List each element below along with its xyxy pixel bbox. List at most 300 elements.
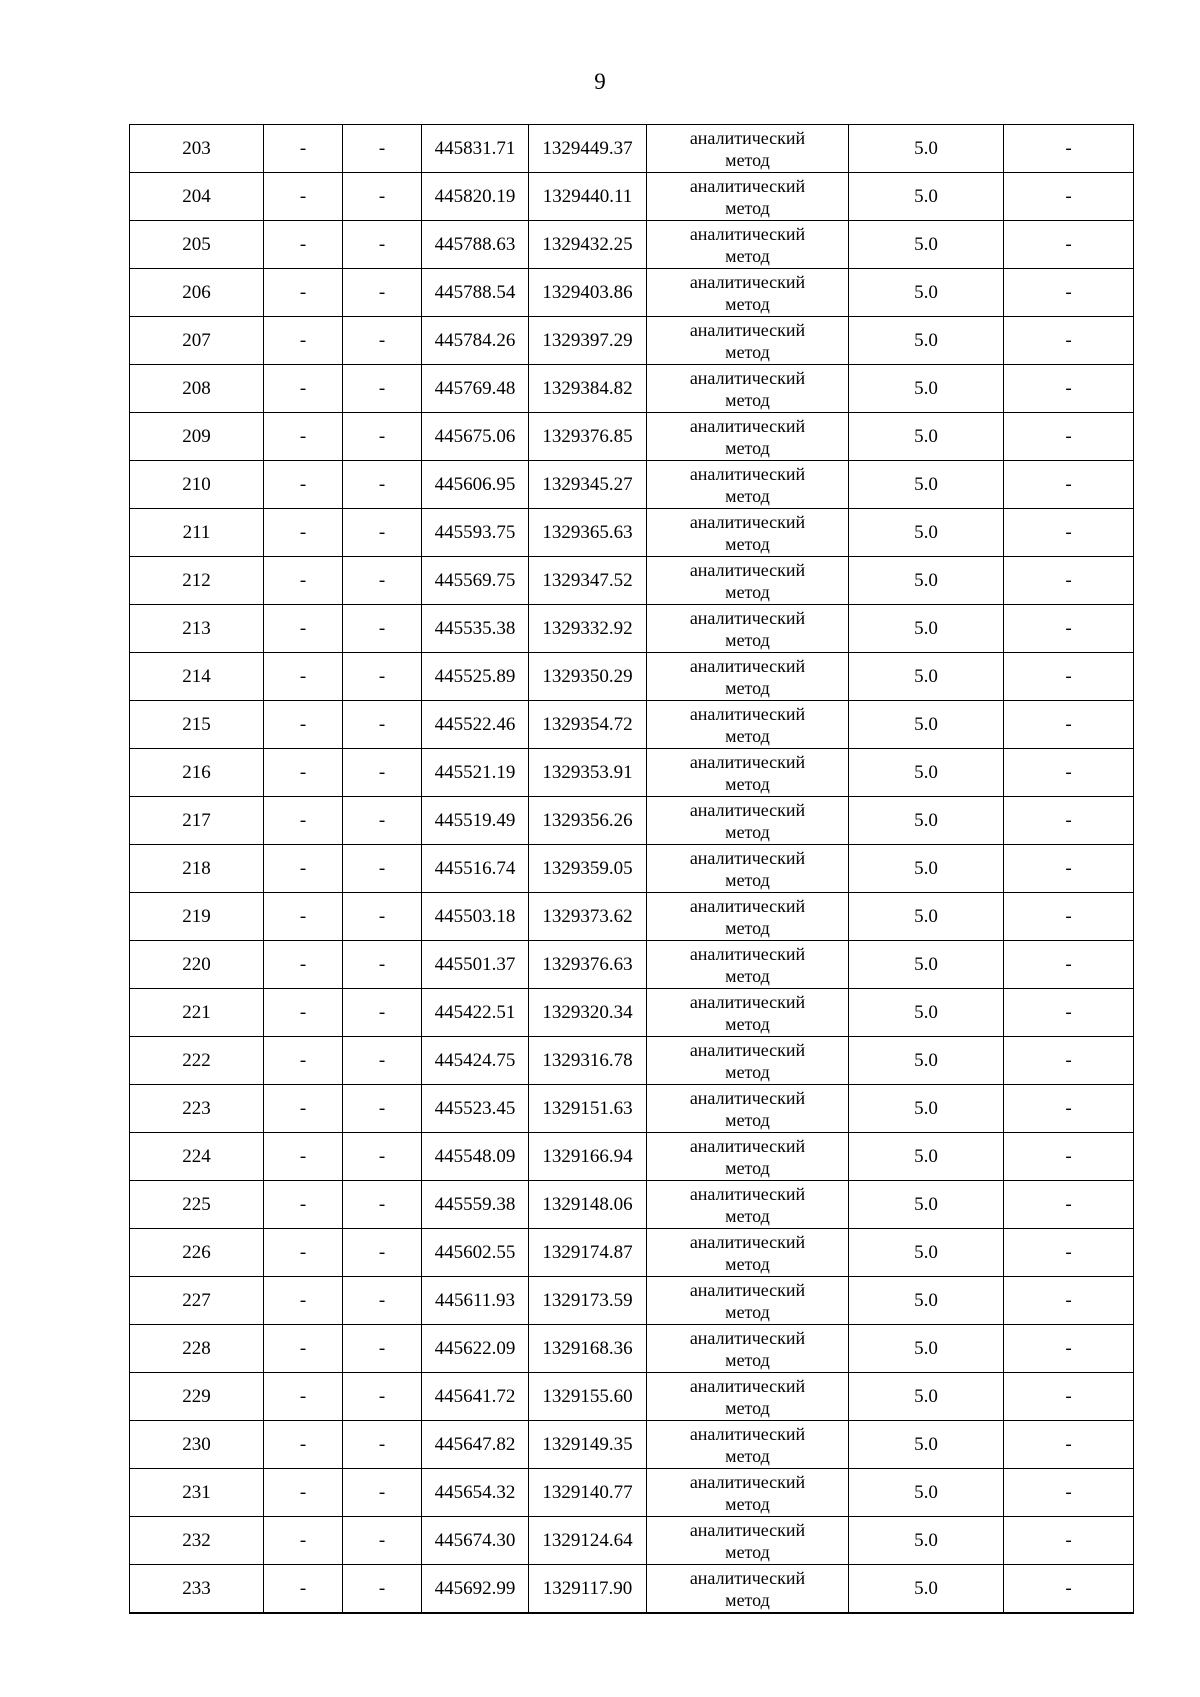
- point-number-cell: 225: [130, 1181, 264, 1229]
- note-cell: -: [1004, 797, 1134, 845]
- accuracy-cell: 5.0: [849, 1277, 1004, 1325]
- old-y-cell: -: [343, 797, 422, 845]
- old-x-cell: -: [264, 509, 343, 557]
- method-cell: [647, 1325, 849, 1373]
- x-coordinate-cell: 445647.82: [422, 1421, 529, 1469]
- method-cell: [647, 1181, 849, 1229]
- method-cell: [647, 893, 849, 941]
- accuracy-cell: 5.0: [849, 893, 1004, 941]
- table-row: [130, 1421, 1134, 1469]
- note-cell: -: [1004, 1469, 1134, 1517]
- old-x-cell: -: [264, 605, 343, 653]
- accuracy-cell: 5.0: [849, 1229, 1004, 1277]
- old-y-cell: -: [343, 845, 422, 893]
- x-coordinate-cell: 445422.51: [422, 989, 529, 1037]
- table-row: [130, 1277, 1134, 1325]
- point-number-cell: 220: [130, 941, 264, 989]
- point-number-cell: 206: [130, 269, 264, 317]
- method-line-1: аналитический: [689, 319, 806, 340]
- method-line-2: метод: [725, 1397, 770, 1418]
- table-row: [130, 1565, 1134, 1614]
- old-x-cell: -: [264, 269, 343, 317]
- point-number-cell: 224: [130, 1133, 264, 1181]
- table-row: [130, 317, 1134, 365]
- method-line-1: аналитический: [689, 991, 806, 1012]
- old-x-cell: -: [264, 749, 343, 797]
- x-coordinate-cell: 445820.19: [422, 173, 529, 221]
- y-coordinate-cell: 1329117.90: [529, 1565, 647, 1614]
- point-number-cell: 213: [130, 605, 264, 653]
- x-coordinate-cell: 445519.49: [422, 797, 529, 845]
- note-cell: -: [1004, 317, 1134, 365]
- y-coordinate-cell: 1329403.86: [529, 269, 647, 317]
- method-line-1: аналитический: [689, 895, 806, 916]
- method-line-2: метод: [725, 245, 770, 266]
- method-line-2: метод: [725, 965, 770, 986]
- x-coordinate-cell: 445602.55: [422, 1229, 529, 1277]
- table-row: [130, 173, 1134, 221]
- accuracy-cell: 5.0: [849, 413, 1004, 461]
- accuracy-cell: 5.0: [849, 845, 1004, 893]
- x-coordinate-cell: 445788.54: [422, 269, 529, 317]
- y-coordinate-cell: 1329332.92: [529, 605, 647, 653]
- method-line-2: метод: [725, 725, 770, 746]
- y-coordinate-cell: 1329376.63: [529, 941, 647, 989]
- method-line-2: метод: [725, 293, 770, 314]
- y-coordinate-cell: 1329440.11: [529, 173, 647, 221]
- method-line-1: аналитический: [689, 943, 806, 964]
- table-row: [130, 125, 1134, 173]
- old-y-cell: -: [343, 269, 422, 317]
- method-line-2: метод: [725, 1157, 770, 1178]
- method-line-2: метод: [725, 1253, 770, 1274]
- old-y-cell: -: [343, 413, 422, 461]
- method-line-2: метод: [725, 1061, 770, 1082]
- old-y-cell: -: [343, 509, 422, 557]
- old-x-cell: -: [264, 1277, 343, 1325]
- old-x-cell: -: [264, 893, 343, 941]
- point-number-cell: 205: [130, 221, 264, 269]
- point-number-cell: 227: [130, 1277, 264, 1325]
- method-cell: [647, 605, 849, 653]
- method-line-2: метод: [725, 581, 770, 602]
- table-row: [130, 941, 1134, 989]
- method-line-2: метод: [725, 677, 770, 698]
- x-coordinate-cell: 445516.74: [422, 845, 529, 893]
- y-coordinate-cell: 1329151.63: [529, 1085, 647, 1133]
- old-x-cell: -: [264, 557, 343, 605]
- table-row: [130, 989, 1134, 1037]
- table-row: [130, 269, 1134, 317]
- old-x-cell: -: [264, 317, 343, 365]
- note-cell: -: [1004, 845, 1134, 893]
- method-line-1: аналитический: [689, 1375, 806, 1396]
- method-cell: [647, 461, 849, 509]
- accuracy-cell: 5.0: [849, 221, 1004, 269]
- method-cell: [647, 1037, 849, 1085]
- method-line-1: аналитический: [689, 1519, 806, 1540]
- accuracy-cell: 5.0: [849, 1181, 1004, 1229]
- method-line-1: аналитический: [689, 511, 806, 532]
- y-coordinate-cell: 1329166.94: [529, 1133, 647, 1181]
- method-line-2: метод: [725, 485, 770, 506]
- method-line-1: аналитический: [689, 799, 806, 820]
- old-x-cell: -: [264, 1469, 343, 1517]
- method-line-2: метод: [725, 1349, 770, 1370]
- point-number-cell: 223: [130, 1085, 264, 1133]
- old-x-cell: -: [264, 1181, 343, 1229]
- point-number-cell: 221: [130, 989, 264, 1037]
- y-coordinate-cell: 1329148.06: [529, 1181, 647, 1229]
- method-cell: [647, 509, 849, 557]
- x-coordinate-cell: 445535.38: [422, 605, 529, 653]
- old-x-cell: -: [264, 1133, 343, 1181]
- y-coordinate-cell: 1329365.63: [529, 509, 647, 557]
- accuracy-cell: 5.0: [849, 989, 1004, 1037]
- old-y-cell: -: [343, 605, 422, 653]
- old-y-cell: -: [343, 1517, 422, 1565]
- point-number-cell: 215: [130, 701, 264, 749]
- method-line-1: аналитический: [689, 1039, 806, 1060]
- method-line-2: метод: [725, 389, 770, 410]
- old-x-cell: -: [264, 365, 343, 413]
- method-line-2: метод: [725, 1013, 770, 1034]
- x-coordinate-cell: 445784.26: [422, 317, 529, 365]
- table-row: [130, 461, 1134, 509]
- method-cell: [647, 1085, 849, 1133]
- method-cell: [647, 653, 849, 701]
- y-coordinate-cell: 1329149.35: [529, 1421, 647, 1469]
- accuracy-cell: 5.0: [849, 1565, 1004, 1614]
- note-cell: -: [1004, 365, 1134, 413]
- note-cell: -: [1004, 893, 1134, 941]
- point-number-cell: 233: [130, 1565, 264, 1614]
- accuracy-cell: 5.0: [849, 1373, 1004, 1421]
- x-coordinate-cell: 445769.48: [422, 365, 529, 413]
- y-coordinate-cell: 1329449.37: [529, 125, 647, 173]
- old-y-cell: -: [343, 1325, 422, 1373]
- method-cell: [647, 1133, 849, 1181]
- method-line-1: аналитический: [689, 1327, 806, 1348]
- accuracy-cell: 5.0: [849, 557, 1004, 605]
- y-coordinate-cell: 1329356.26: [529, 797, 647, 845]
- x-coordinate-cell: 445831.71: [422, 125, 529, 173]
- accuracy-cell: 5.0: [849, 653, 1004, 701]
- old-y-cell: -: [343, 653, 422, 701]
- y-coordinate-cell: 1329432.25: [529, 221, 647, 269]
- old-y-cell: -: [343, 1037, 422, 1085]
- method-line-1: аналитический: [689, 415, 806, 436]
- y-coordinate-cell: 1329140.77: [529, 1469, 647, 1517]
- table-row: [130, 1229, 1134, 1277]
- table-row: [130, 365, 1134, 413]
- table-row: [130, 413, 1134, 461]
- method-line-2: метод: [725, 1541, 770, 1562]
- accuracy-cell: 5.0: [849, 317, 1004, 365]
- y-coordinate-cell: 1329168.36: [529, 1325, 647, 1373]
- point-number-cell: 203: [130, 125, 264, 173]
- table-row: [130, 1373, 1134, 1421]
- old-x-cell: -: [264, 941, 343, 989]
- old-y-cell: -: [343, 221, 422, 269]
- page-number: 9: [594, 69, 606, 94]
- method-cell: [647, 173, 849, 221]
- y-coordinate-cell: 1329354.72: [529, 701, 647, 749]
- method-line-2: метод: [725, 1445, 770, 1466]
- method-line-1: аналитический: [689, 559, 806, 580]
- old-y-cell: -: [343, 893, 422, 941]
- old-y-cell: -: [343, 1229, 422, 1277]
- method-cell: [647, 1277, 849, 1325]
- note-cell: -: [1004, 509, 1134, 557]
- point-number-cell: 212: [130, 557, 264, 605]
- old-y-cell: -: [343, 365, 422, 413]
- point-number-cell: 216: [130, 749, 264, 797]
- method-line-2: метод: [725, 869, 770, 890]
- note-cell: -: [1004, 1085, 1134, 1133]
- note-cell: -: [1004, 653, 1134, 701]
- table-row: [130, 221, 1134, 269]
- method-line-2: метод: [725, 1205, 770, 1226]
- accuracy-cell: 5.0: [849, 701, 1004, 749]
- method-cell: [647, 1517, 849, 1565]
- accuracy-cell: 5.0: [849, 1133, 1004, 1181]
- method-cell: [647, 845, 849, 893]
- accuracy-cell: 5.0: [849, 1037, 1004, 1085]
- method-cell: [647, 1373, 849, 1421]
- x-coordinate-cell: 445569.75: [422, 557, 529, 605]
- old-x-cell: -: [264, 1325, 343, 1373]
- y-coordinate-cell: 1329347.52: [529, 557, 647, 605]
- old-x-cell: -: [264, 1373, 343, 1421]
- y-coordinate-cell: 1329353.91: [529, 749, 647, 797]
- x-coordinate-cell: 445611.93: [422, 1277, 529, 1325]
- x-coordinate-cell: 445559.38: [422, 1181, 529, 1229]
- old-x-cell: -: [264, 845, 343, 893]
- method-line-1: аналитический: [689, 271, 806, 292]
- x-coordinate-cell: 445523.45: [422, 1085, 529, 1133]
- point-number-cell: 204: [130, 173, 264, 221]
- method-line-1: аналитический: [689, 1183, 806, 1204]
- method-cell: [647, 413, 849, 461]
- old-x-cell: -: [264, 797, 343, 845]
- accuracy-cell: 5.0: [849, 125, 1004, 173]
- note-cell: -: [1004, 1133, 1134, 1181]
- method-cell: [647, 1421, 849, 1469]
- method-line-2: метод: [725, 437, 770, 458]
- accuracy-cell: 5.0: [849, 461, 1004, 509]
- old-y-cell: -: [343, 317, 422, 365]
- note-cell: -: [1004, 1037, 1134, 1085]
- point-number-cell: 230: [130, 1421, 264, 1469]
- x-coordinate-cell: 445622.09: [422, 1325, 529, 1373]
- x-coordinate-cell: 445641.72: [422, 1373, 529, 1421]
- table-row: [130, 1517, 1134, 1565]
- point-number-cell: 228: [130, 1325, 264, 1373]
- note-cell: -: [1004, 749, 1134, 797]
- method-line-2: метод: [725, 197, 770, 218]
- x-coordinate-cell: 445548.09: [422, 1133, 529, 1181]
- method-line-1: аналитический: [689, 1423, 806, 1444]
- method-cell: [647, 1229, 849, 1277]
- method-line-1: аналитический: [689, 1087, 806, 1108]
- method-line-1: аналитический: [689, 1567, 806, 1588]
- table-row: [130, 1133, 1134, 1181]
- old-y-cell: -: [343, 1565, 422, 1614]
- accuracy-cell: 5.0: [849, 797, 1004, 845]
- old-y-cell: -: [343, 125, 422, 173]
- accuracy-cell: 5.0: [849, 1421, 1004, 1469]
- x-coordinate-cell: 445593.75: [422, 509, 529, 557]
- point-number-cell: 210: [130, 461, 264, 509]
- table-row: [130, 893, 1134, 941]
- note-cell: -: [1004, 1277, 1134, 1325]
- note-cell: -: [1004, 1421, 1134, 1469]
- method-line-2: метод: [725, 821, 770, 842]
- point-number-cell: 219: [130, 893, 264, 941]
- method-line-2: метод: [725, 1589, 770, 1610]
- accuracy-cell: 5.0: [849, 1517, 1004, 1565]
- table-row: [130, 797, 1134, 845]
- accuracy-cell: 5.0: [849, 1469, 1004, 1517]
- x-coordinate-cell: 445788.63: [422, 221, 529, 269]
- note-cell: -: [1004, 1565, 1134, 1614]
- table-row: [130, 557, 1134, 605]
- method-line-2: метод: [725, 149, 770, 170]
- table-row: [130, 1181, 1134, 1229]
- x-coordinate-cell: 445692.99: [422, 1565, 529, 1614]
- old-y-cell: -: [343, 1085, 422, 1133]
- method-line-1: аналитический: [689, 847, 806, 868]
- old-y-cell: -: [343, 749, 422, 797]
- old-x-cell: -: [264, 1085, 343, 1133]
- note-cell: -: [1004, 125, 1134, 173]
- accuracy-cell: 5.0: [849, 749, 1004, 797]
- method-line-1: аналитический: [689, 751, 806, 772]
- old-x-cell: -: [264, 653, 343, 701]
- old-y-cell: -: [343, 1181, 422, 1229]
- old-y-cell: -: [343, 173, 422, 221]
- method-cell: [647, 1565, 849, 1614]
- method-line-2: метод: [725, 629, 770, 650]
- method-line-2: метод: [725, 1493, 770, 1514]
- method-cell: [647, 797, 849, 845]
- table-row: [130, 1325, 1134, 1373]
- point-number-cell: 211: [130, 509, 264, 557]
- y-coordinate-cell: 1329173.59: [529, 1277, 647, 1325]
- old-x-cell: -: [264, 1421, 343, 1469]
- old-x-cell: -: [264, 701, 343, 749]
- method-cell: [647, 1469, 849, 1517]
- method-line-1: аналитический: [689, 655, 806, 676]
- y-coordinate-cell: 1329376.85: [529, 413, 647, 461]
- y-coordinate-cell: 1329384.82: [529, 365, 647, 413]
- accuracy-cell: 5.0: [849, 365, 1004, 413]
- method-line-1: аналитический: [689, 1231, 806, 1252]
- point-number-cell: 207: [130, 317, 264, 365]
- note-cell: -: [1004, 605, 1134, 653]
- coordinates-table: [129, 124, 1134, 1614]
- method-cell: [647, 749, 849, 797]
- x-coordinate-cell: 445674.30: [422, 1517, 529, 1565]
- table-row: [130, 509, 1134, 557]
- old-y-cell: -: [343, 1469, 422, 1517]
- method-line-2: метод: [725, 773, 770, 794]
- point-number-cell: 231: [130, 1469, 264, 1517]
- point-number-cell: 226: [130, 1229, 264, 1277]
- note-cell: -: [1004, 1181, 1134, 1229]
- method-cell: [647, 701, 849, 749]
- old-x-cell: -: [264, 1229, 343, 1277]
- x-coordinate-cell: 445654.32: [422, 1469, 529, 1517]
- note-cell: -: [1004, 989, 1134, 1037]
- y-coordinate-cell: 1329350.29: [529, 653, 647, 701]
- old-x-cell: -: [264, 1037, 343, 1085]
- old-x-cell: -: [264, 221, 343, 269]
- x-coordinate-cell: 445525.89: [422, 653, 529, 701]
- y-coordinate-cell: 1329316.78: [529, 1037, 647, 1085]
- method-line-2: метод: [725, 917, 770, 938]
- point-number-cell: 214: [130, 653, 264, 701]
- method-line-1: аналитический: [689, 703, 806, 724]
- method-line-1: аналитический: [689, 1135, 806, 1156]
- method-cell: [647, 365, 849, 413]
- point-number-cell: 232: [130, 1517, 264, 1565]
- y-coordinate-cell: 1329124.64: [529, 1517, 647, 1565]
- table-row: [130, 845, 1134, 893]
- x-coordinate-cell: 445675.06: [422, 413, 529, 461]
- note-cell: -: [1004, 173, 1134, 221]
- old-y-cell: -: [343, 557, 422, 605]
- point-number-cell: 208: [130, 365, 264, 413]
- accuracy-cell: 5.0: [849, 941, 1004, 989]
- y-coordinate-cell: 1329373.62: [529, 893, 647, 941]
- method-line-1: аналитический: [689, 367, 806, 388]
- x-coordinate-cell: 445503.18: [422, 893, 529, 941]
- note-cell: -: [1004, 941, 1134, 989]
- method-cell: [647, 221, 849, 269]
- table-row: [130, 1469, 1134, 1517]
- method-cell: [647, 557, 849, 605]
- method-cell: [647, 269, 849, 317]
- note-cell: -: [1004, 557, 1134, 605]
- table-row: [130, 701, 1134, 749]
- method-line-1: аналитический: [689, 175, 806, 196]
- table-row: [130, 1037, 1134, 1085]
- method-line-1: аналитический: [689, 127, 806, 148]
- old-y-cell: -: [343, 461, 422, 509]
- note-cell: -: [1004, 413, 1134, 461]
- method-cell: [647, 317, 849, 365]
- note-cell: -: [1004, 1229, 1134, 1277]
- old-y-cell: -: [343, 1277, 422, 1325]
- accuracy-cell: 5.0: [849, 173, 1004, 221]
- old-x-cell: -: [264, 461, 343, 509]
- old-y-cell: -: [343, 1373, 422, 1421]
- old-x-cell: -: [264, 125, 343, 173]
- old-x-cell: -: [264, 173, 343, 221]
- old-y-cell: -: [343, 1133, 422, 1181]
- x-coordinate-cell: 445521.19: [422, 749, 529, 797]
- y-coordinate-cell: 1329359.05: [529, 845, 647, 893]
- accuracy-cell: 5.0: [849, 1325, 1004, 1373]
- note-cell: -: [1004, 701, 1134, 749]
- old-x-cell: -: [264, 989, 343, 1037]
- point-number-cell: 222: [130, 1037, 264, 1085]
- method-line-2: метод: [725, 533, 770, 554]
- accuracy-cell: 5.0: [849, 1085, 1004, 1133]
- y-coordinate-cell: 1329155.60: [529, 1373, 647, 1421]
